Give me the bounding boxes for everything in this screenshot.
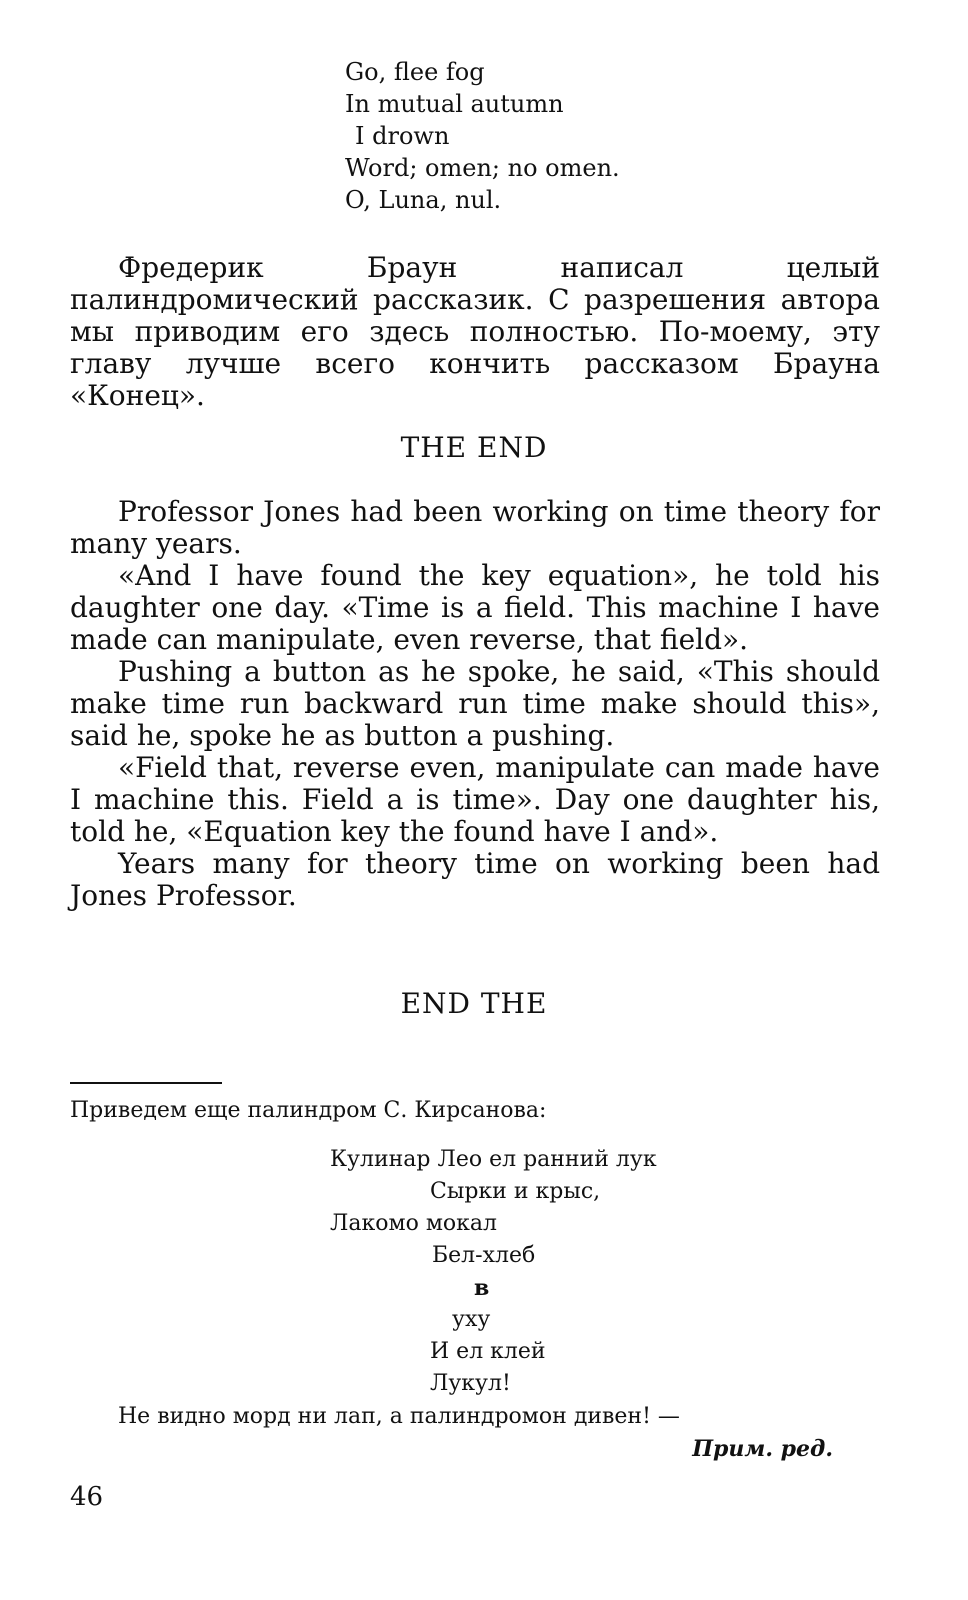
story-title: THE END [400, 431, 548, 464]
story-paragraph: «And I have found the key equation», he told his daughter one day. «Time is a field. This machine I have made can manipulate, even reverse, that field». [70, 559, 880, 656]
poem-line: I drown [355, 122, 450, 150]
editor-note-signature: Прим. ред. [692, 1436, 833, 1462]
footnote-poem-line: в [474, 1275, 490, 1301]
page-number: 46 [70, 1482, 104, 1512]
poem-line: Go, flee fog [345, 58, 485, 86]
footnote-poem-line: И ел клей [430, 1339, 546, 1364]
story-paragraph: Professor Jones had been working on time theory for many years. [70, 495, 880, 560]
poem-line: Word; omen; no omen. [345, 154, 620, 182]
footnote-poem-line: Кулинар Лео ел ранний лук [330, 1147, 657, 1172]
intro-paragraph: Фредерик Браун написал целый палиндромический рассказик. С разрешения автора мы приводим его здесь полностью. По-моему, эту главу лучше всего кончить рассказом Брауна «Конец». [70, 251, 880, 412]
footnote-poem-line: Сырки и крыс, [430, 1179, 601, 1204]
footnote-poem-line: уху [452, 1307, 491, 1332]
story-closing-title: END THE [400, 987, 548, 1020]
footnote-divider [70, 1082, 222, 1084]
poem-line: In mutual autumn [345, 90, 564, 118]
story-paragraph: Pushing a button as he spoke, he said, «This should make time run backward run time make should this», said he, spoke he as button a pushing. [70, 655, 880, 752]
intro-paragraph-block [70, 252, 880, 412]
english-palindrome-poem [345, 56, 620, 216]
footnote-intro: Приведем еще палиндром С. Кирсанова: [70, 1098, 547, 1123]
footnote-poem-line: Лакомо мокал [330, 1211, 498, 1236]
footnote-poem-line: Лукул! [430, 1371, 511, 1396]
poem-line: O, Luna, nul. [345, 186, 502, 214]
story-paragraph: «Field that, reverse even, manipulate can made have I machine this. Field a is time». Day one daughter his, told he, «Equation key the found have I and». [70, 751, 880, 848]
story-paragraph: Years many for theory time on working been had Jones Professor. [70, 847, 880, 912]
story-text [70, 496, 880, 912]
footnote-poem-line: Бел-хлеб [432, 1243, 536, 1268]
footnote-closing-line: Не видно морд ни лап, а палиндромон дивен! — [118, 1404, 680, 1429]
